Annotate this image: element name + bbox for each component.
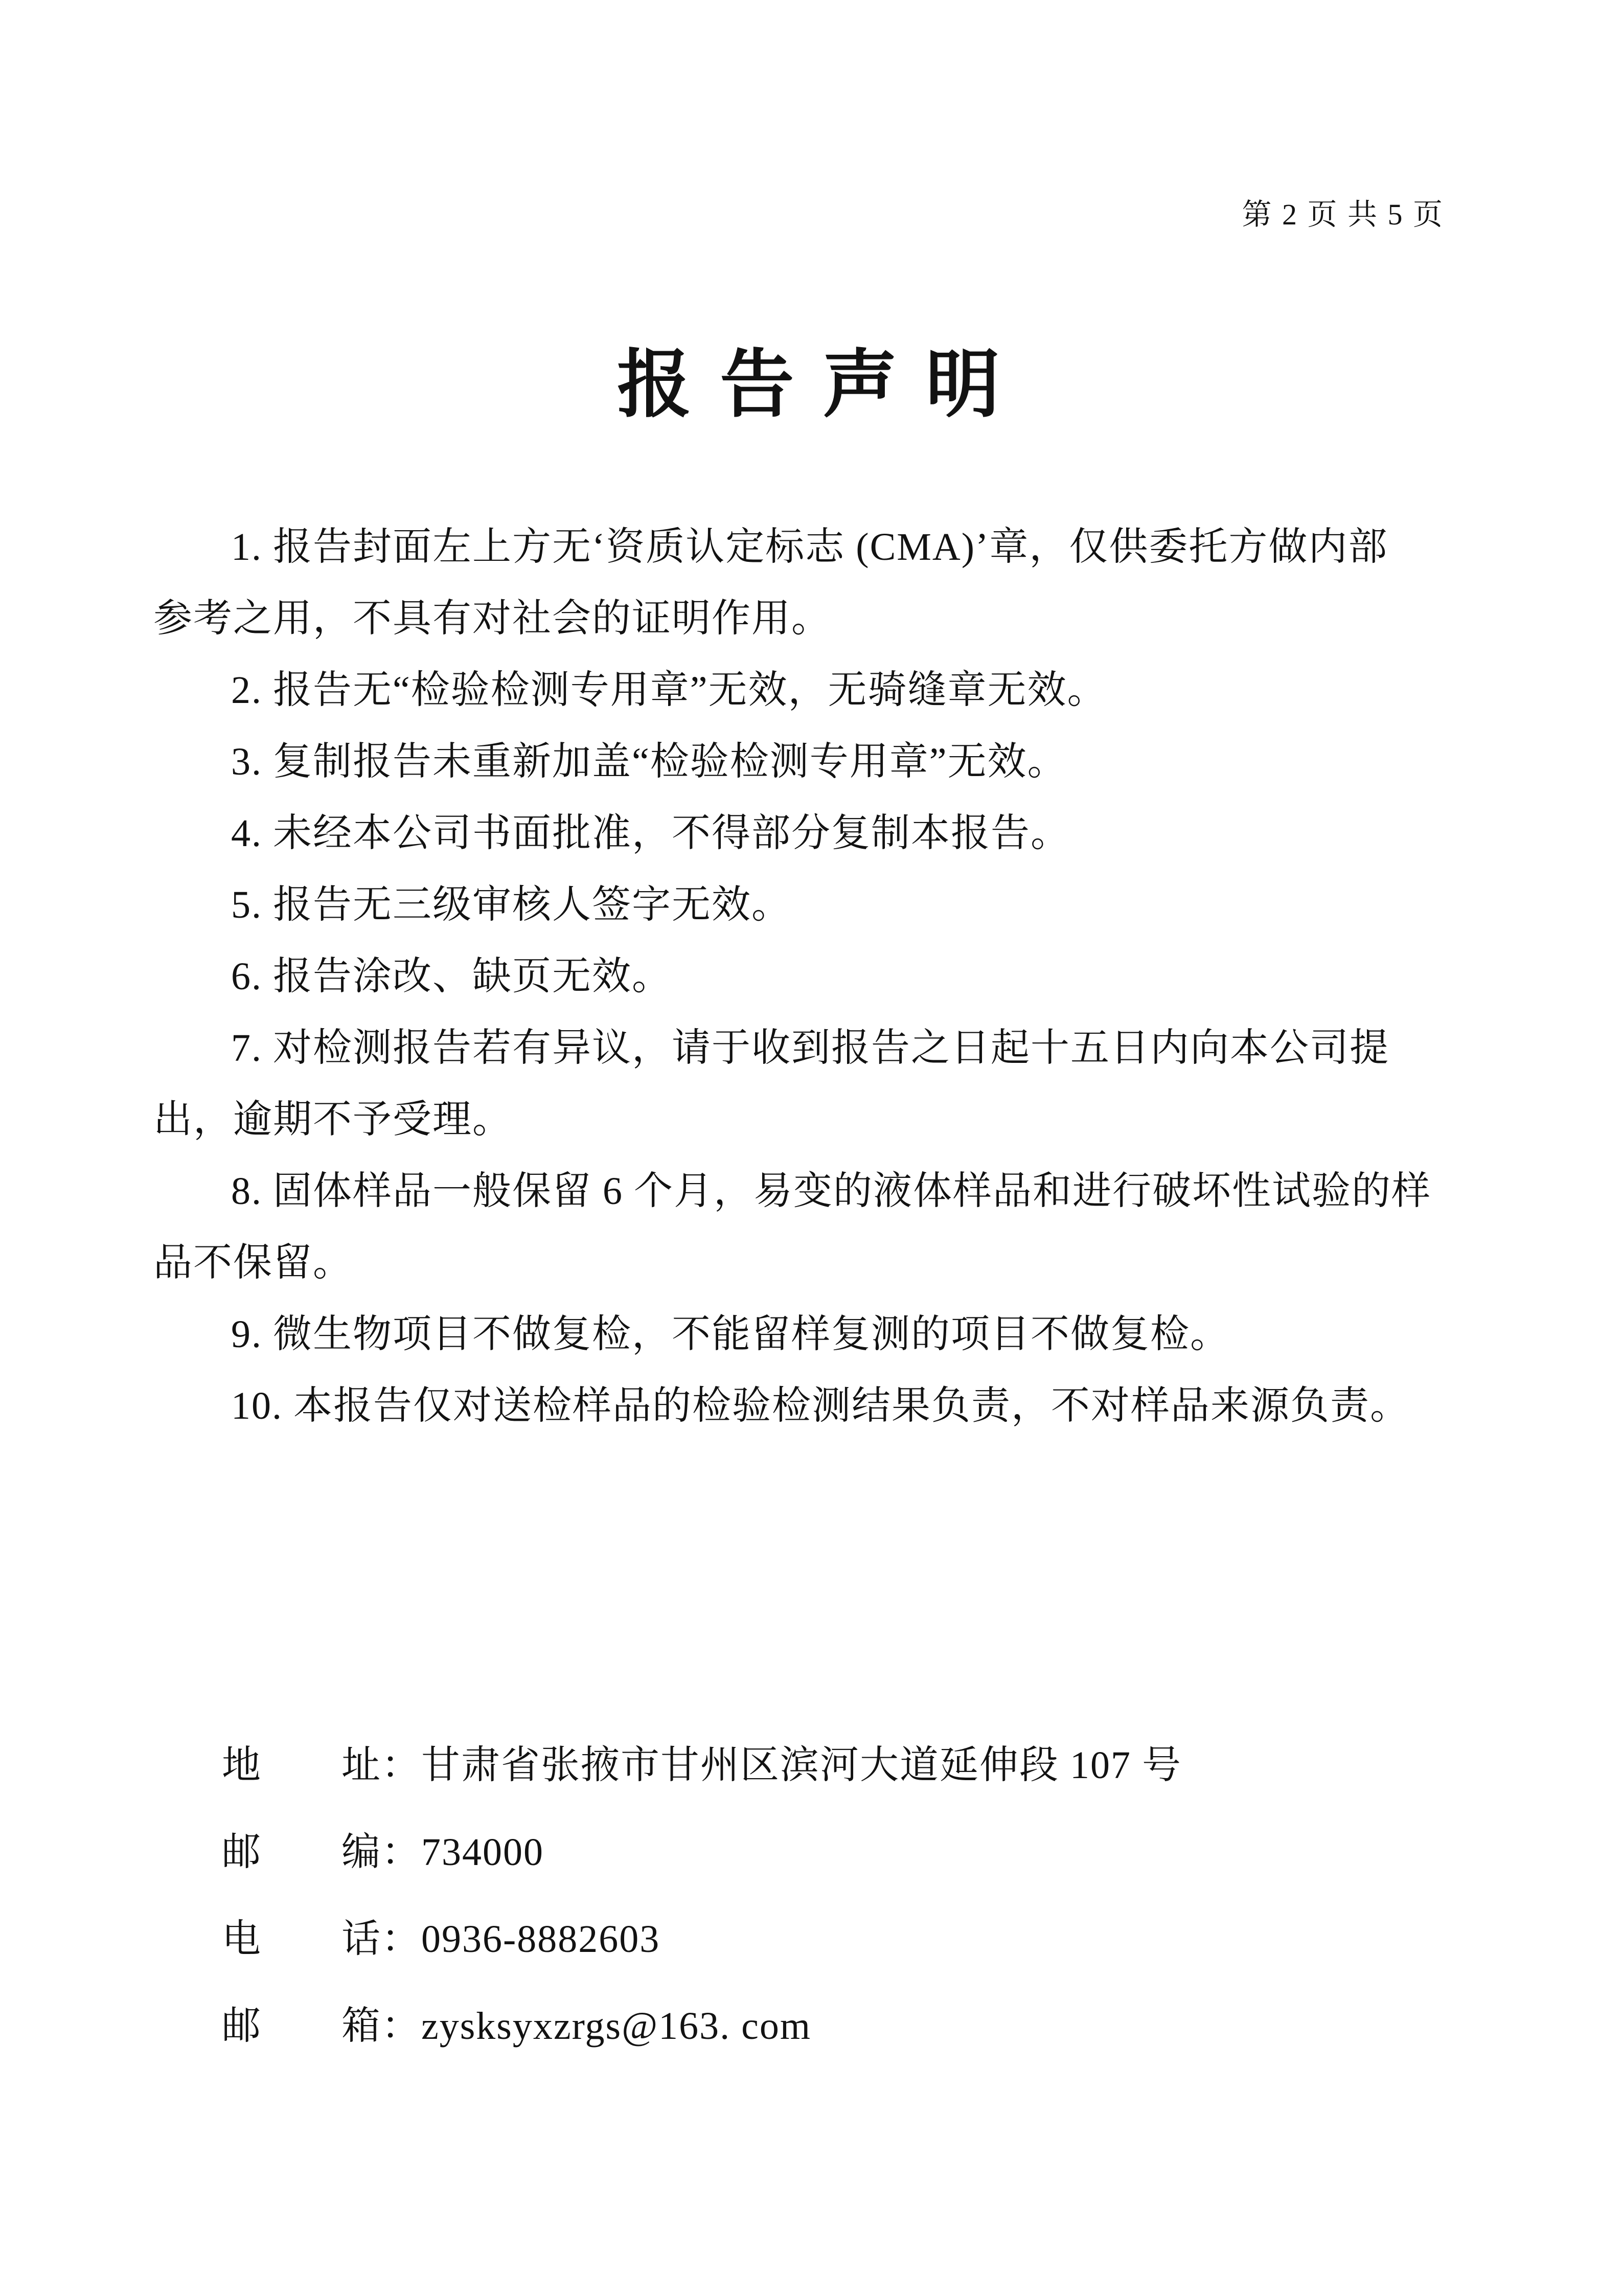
statement-list	[153, 511, 1469, 1442]
statement-item-1	[153, 511, 1469, 654]
statement-item-9	[153, 1299, 1469, 1370]
page-title: 报 告 声 明	[617, 345, 1005, 426]
statement-item-3	[153, 726, 1469, 798]
address-value: 甘肃省张掖市甘州区滨河大道延伸段 107 号	[421, 1744, 1182, 1787]
postcode-value: 734000	[421, 1831, 544, 1874]
postcode-label: 邮 编：	[222, 1831, 421, 1874]
statement-line: 出，逾期不予受理。	[153, 1098, 512, 1141]
phone-value: 0936-8882603	[421, 1918, 660, 1961]
statement-line: 5. 报告无三级审核人签字无效。	[231, 883, 791, 926]
statement-line: 参考之用，不具有对社会的证明作用。	[153, 597, 831, 640]
statement-line: 9. 微生物项目不做复检，不能留样复测的项目不做复检。	[231, 1313, 1230, 1356]
contact-row-email	[222, 1983, 1182, 2070]
statement-line: 2. 报告无“检验检测专用章”无效，无骑缝章无效。	[231, 669, 1107, 712]
email-value: zysksyxzrgs@163. com	[421, 2005, 811, 2048]
contact-row-address	[222, 1722, 1182, 1809]
statement-line: 4. 未经本公司书面批准，不得部分复制本报告。	[231, 812, 1070, 855]
statement-item-8	[153, 1155, 1469, 1299]
statement-item-10	[153, 1370, 1469, 1442]
statement-line: 品不保留。	[153, 1241, 353, 1284]
statement-item-6	[153, 941, 1469, 1012]
statement-item-5	[153, 869, 1469, 941]
statement-line: 7. 对检测报告若有异议，请于收到报告之日起十五日内向本公司提	[231, 1027, 1389, 1070]
phone-label: 电 话：	[222, 1918, 421, 1961]
statement-item-7	[153, 1012, 1469, 1155]
statement-line: 10. 本报告仅对送检样品的检验检测结果负责，不对样品来源负责。	[231, 1384, 1410, 1427]
statement-line: 1. 报告封面左上方无‘资质认定标志 (CMA)’章，仅供委托方做内部	[231, 526, 1388, 569]
contact-row-postcode	[222, 1809, 1182, 1896]
statement-item-4	[153, 798, 1469, 869]
statement-line: 6. 报告涂改、缺页无效。	[231, 955, 672, 998]
contact-block	[222, 1722, 1182, 2070]
statement-line: 8. 固体样品一般保留 6 个月，易变的液体样品和进行破坏性试验的样	[231, 1170, 1431, 1213]
page-indicator: 第 2 页 共 5 页	[1242, 198, 1444, 231]
address-label: 地 址：	[222, 1744, 421, 1787]
statement-line: 3. 复制报告未重新加盖“检验检测专用章”无效。	[231, 740, 1067, 783]
contact-row-phone	[222, 1896, 1182, 1983]
email-label: 邮 箱：	[222, 2005, 421, 2048]
statement-item-2	[153, 654, 1469, 726]
